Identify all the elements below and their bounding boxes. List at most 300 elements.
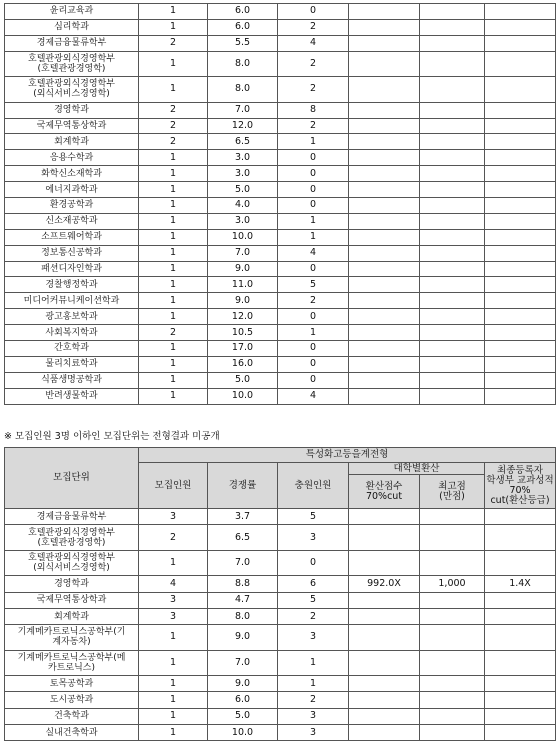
value-cell: 2: [139, 118, 208, 134]
unit-name-cell: 건축학과: [5, 708, 139, 724]
empty-cell: [420, 182, 485, 198]
unit-name-cell: 간호학과: [5, 341, 139, 357]
value-cell: 8.0: [208, 608, 278, 624]
table-row: [5, 293, 556, 309]
empty-cell: [420, 198, 485, 214]
value-cell: 4: [278, 388, 349, 404]
empty-cell: [420, 356, 485, 372]
unit-name-cell: 국제무역통상학과: [5, 118, 139, 134]
value-cell: 9.0: [208, 261, 278, 277]
value-cell: 1: [278, 325, 349, 341]
table-row: [5, 150, 556, 166]
empty-cell: [485, 229, 556, 245]
value-cell: 1: [139, 261, 208, 277]
empty-cell: [349, 325, 420, 341]
table-row: [5, 245, 556, 261]
empty-cell: [485, 77, 556, 103]
empty-cell: [420, 245, 485, 261]
value-cell: [485, 692, 556, 708]
empty-cell: [485, 182, 556, 198]
empty-cell: [349, 102, 420, 118]
value-cell: [420, 550, 485, 576]
empty-cell: [349, 35, 420, 51]
unit-name-cell: 미디어커뮤니케이션학과: [5, 293, 139, 309]
value-cell: 1: [139, 182, 208, 198]
empty-cell: [485, 372, 556, 388]
table-row: [5, 550, 556, 576]
value-cell: 12.0: [208, 118, 278, 134]
value-cell: 2: [278, 608, 349, 624]
value-cell: 4: [278, 35, 349, 51]
table-row: [5, 525, 556, 551]
value-cell: 2: [278, 118, 349, 134]
admission-results-table-upper: [4, 3, 556, 405]
empty-cell: [485, 102, 556, 118]
value-cell: [420, 708, 485, 724]
value-cell: 0: [278, 550, 349, 576]
unit-name-cell: 도시공학과: [5, 692, 139, 708]
empty-cell: [485, 4, 556, 20]
value-cell: 6.5: [208, 525, 278, 551]
unit-name-cell: 호텔관광외식경영학부 (호텔관광경영학): [5, 525, 139, 551]
table-row: [5, 725, 556, 741]
empty-cell: [420, 166, 485, 182]
unit-name-cell: 국제무역통상학과: [5, 592, 139, 608]
value-cell: 11.0: [208, 277, 278, 293]
value-cell: 6.5: [208, 134, 278, 150]
empty-cell: [420, 293, 485, 309]
value-cell: 6.0: [208, 19, 278, 35]
table-row: [5, 4, 556, 20]
value-cell: 9.0: [208, 625, 278, 651]
empty-cell: [420, 213, 485, 229]
table-row: [5, 102, 556, 118]
empty-cell: [420, 77, 485, 103]
value-cell: [349, 509, 420, 525]
table-row: [5, 277, 556, 293]
value-cell: 2: [278, 51, 349, 77]
value-cell: 1: [139, 309, 208, 325]
value-cell: [485, 676, 556, 692]
unit-name-cell: 반려생물학과: [5, 388, 139, 404]
empty-cell: [349, 198, 420, 214]
table-row: [5, 356, 556, 372]
value-cell: 1: [139, 51, 208, 77]
value-cell: 1: [139, 388, 208, 404]
value-cell: 3: [278, 725, 349, 741]
value-cell: 10.0: [208, 229, 278, 245]
value-cell: 0: [278, 182, 349, 198]
value-cell: [349, 676, 420, 692]
value-cell: [420, 725, 485, 741]
table-row: [5, 229, 556, 245]
value-cell: 3: [139, 608, 208, 624]
value-cell: [420, 650, 485, 676]
value-cell: 5: [278, 592, 349, 608]
empty-cell: [420, 35, 485, 51]
empty-cell: [485, 309, 556, 325]
empty-cell: [420, 309, 485, 325]
value-cell: 1: [139, 676, 208, 692]
value-cell: 2: [139, 525, 208, 551]
unit-name-cell: 정보통신공학과: [5, 245, 139, 261]
value-cell: 3.7: [208, 509, 278, 525]
value-cell: 17.0: [208, 341, 278, 357]
empty-cell: [485, 245, 556, 261]
value-cell: 0: [278, 198, 349, 214]
header-converted-score-70cut: 환산점수 70%cut: [349, 475, 420, 509]
value-cell: 2: [278, 692, 349, 708]
value-cell: 0: [278, 341, 349, 357]
value-cell: 1: [278, 650, 349, 676]
value-cell: [485, 650, 556, 676]
value-cell: 1: [139, 213, 208, 229]
value-cell: 12.0: [208, 309, 278, 325]
unit-name-cell: 소프트웨어학과: [5, 229, 139, 245]
table-row: [5, 509, 556, 525]
value-cell: 4.0: [208, 198, 278, 214]
value-cell: 0: [278, 166, 349, 182]
empty-cell: [485, 166, 556, 182]
unit-name-cell: 사회복지학과: [5, 325, 139, 341]
value-cell: [485, 509, 556, 525]
empty-cell: [485, 325, 556, 341]
unit-name-cell: 호텔관광외식경영학부 (외식서비스경영학): [5, 77, 139, 103]
unit-name-cell: 회계학과: [5, 608, 139, 624]
value-cell: 2: [139, 35, 208, 51]
value-cell: [485, 608, 556, 624]
empty-cell: [485, 35, 556, 51]
table-row: [5, 625, 556, 651]
value-cell: 992.0X: [349, 576, 420, 592]
value-cell: 1: [139, 150, 208, 166]
value-cell: 8: [278, 102, 349, 118]
empty-cell: [420, 134, 485, 150]
empty-cell: [349, 51, 420, 77]
unit-name-cell: 광고홍보학과: [5, 309, 139, 325]
table-row: [5, 198, 556, 214]
unit-name-cell: 에너지과학과: [5, 182, 139, 198]
value-cell: 0: [278, 4, 349, 20]
empty-cell: [420, 19, 485, 35]
unit-name-cell: 경영학과: [5, 576, 139, 592]
table-row: [5, 118, 556, 134]
header-final-registrant-grade: 최종등록자 학생부 교과성적 70% cut(환산등급): [485, 463, 556, 509]
empty-cell: [485, 150, 556, 166]
value-cell: 2: [139, 134, 208, 150]
empty-cell: [349, 309, 420, 325]
unit-name-cell: 신소재공학과: [5, 213, 139, 229]
value-cell: 1: [139, 625, 208, 651]
value-cell: 1: [139, 277, 208, 293]
value-cell: 4: [139, 576, 208, 592]
empty-cell: [485, 293, 556, 309]
table-row: [5, 650, 556, 676]
value-cell: [420, 525, 485, 551]
empty-cell: [485, 388, 556, 404]
unit-name-cell: 패션디자인학과: [5, 261, 139, 277]
table-row: [5, 77, 556, 103]
value-cell: 3: [278, 708, 349, 724]
value-cell: 8.8: [208, 576, 278, 592]
header-university-conversion: 대학별환산: [349, 463, 485, 475]
empty-cell: [420, 277, 485, 293]
empty-cell: [349, 245, 420, 261]
value-cell: [420, 676, 485, 692]
value-cell: 5.0: [208, 708, 278, 724]
unit-name-cell: 호텔관광외식경영학부 (호텔관광경영학): [5, 51, 139, 77]
header-unit: 모집단위: [5, 448, 139, 509]
table-row: [5, 592, 556, 608]
empty-cell: [420, 229, 485, 245]
table-row: [5, 261, 556, 277]
table-row: [5, 708, 556, 724]
value-cell: 1: [139, 77, 208, 103]
value-cell: [485, 708, 556, 724]
value-cell: 1: [278, 229, 349, 245]
value-cell: 6.0: [208, 692, 278, 708]
unit-name-cell: 윤리교육과: [5, 4, 139, 20]
value-cell: [485, 592, 556, 608]
value-cell: 7.0: [208, 102, 278, 118]
value-cell: 6: [278, 576, 349, 592]
header-competition-rate: 경쟁률: [208, 463, 278, 509]
empty-cell: [420, 150, 485, 166]
value-cell: [349, 592, 420, 608]
value-cell: 0: [278, 372, 349, 388]
empty-cell: [349, 4, 420, 20]
value-cell: 1: [139, 19, 208, 35]
value-cell: 1,000: [420, 576, 485, 592]
empty-cell: [349, 341, 420, 357]
value-cell: [349, 550, 420, 576]
empty-cell: [420, 388, 485, 404]
value-cell: 10.5: [208, 325, 278, 341]
value-cell: [420, 509, 485, 525]
value-cell: [349, 608, 420, 624]
value-cell: 1: [139, 245, 208, 261]
value-cell: 9.0: [208, 293, 278, 309]
value-cell: 0: [278, 356, 349, 372]
value-cell: 5.0: [208, 372, 278, 388]
value-cell: 1: [139, 4, 208, 20]
value-cell: [420, 608, 485, 624]
table-row: [5, 182, 556, 198]
value-cell: 1: [278, 134, 349, 150]
unit-name-cell: 식품생명공학과: [5, 372, 139, 388]
value-cell: 0: [278, 261, 349, 277]
value-cell: 0: [278, 150, 349, 166]
empty-cell: [349, 19, 420, 35]
value-cell: 3.0: [208, 213, 278, 229]
value-cell: [349, 725, 420, 741]
empty-cell: [349, 77, 420, 103]
value-cell: 1: [139, 550, 208, 576]
table-row: [5, 388, 556, 404]
unit-name-cell: 경찰행정학과: [5, 277, 139, 293]
table-row: [5, 309, 556, 325]
empty-cell: [485, 51, 556, 77]
table-row: [5, 166, 556, 182]
empty-cell: [485, 19, 556, 35]
table-row: [5, 325, 556, 341]
empty-cell: [420, 372, 485, 388]
value-cell: 16.0: [208, 356, 278, 372]
table-row: [5, 608, 556, 624]
unit-name-cell: 경제금융물류학부: [5, 509, 139, 525]
unit-name-cell: 실내건축학과: [5, 725, 139, 741]
empty-cell: [349, 213, 420, 229]
empty-cell: [420, 118, 485, 134]
empty-cell: [349, 182, 420, 198]
value-cell: 1: [139, 650, 208, 676]
header-top-score: 최고점 (만점): [420, 475, 485, 509]
table-row: [5, 35, 556, 51]
empty-cell: [485, 356, 556, 372]
value-cell: [349, 708, 420, 724]
value-cell: 2: [139, 102, 208, 118]
unit-name-cell: 환경공학과: [5, 198, 139, 214]
unit-name-cell: 응용수학과: [5, 150, 139, 166]
value-cell: 5.5: [208, 35, 278, 51]
empty-cell: [349, 356, 420, 372]
value-cell: 3: [139, 592, 208, 608]
empty-cell: [485, 277, 556, 293]
value-cell: 4.7: [208, 592, 278, 608]
empty-cell: [349, 166, 420, 182]
value-cell: 5: [278, 509, 349, 525]
value-cell: [420, 592, 485, 608]
table-row: [5, 213, 556, 229]
empty-cell: [420, 341, 485, 357]
value-cell: 5: [278, 277, 349, 293]
unit-name-cell: 기계메카트로닉스공학부(기 계자동차): [5, 625, 139, 651]
unit-name-cell: 기계메카트로닉스공학부(메 카트로닉스): [5, 650, 139, 676]
value-cell: 2: [278, 77, 349, 103]
table-row: [5, 341, 556, 357]
empty-cell: [349, 293, 420, 309]
empty-cell: [349, 388, 420, 404]
table-row: [5, 51, 556, 77]
value-cell: 1: [139, 341, 208, 357]
value-cell: 1: [139, 372, 208, 388]
value-cell: [349, 650, 420, 676]
empty-cell: [349, 261, 420, 277]
value-cell: 3.0: [208, 150, 278, 166]
empty-cell: [349, 229, 420, 245]
value-cell: [485, 550, 556, 576]
empty-cell: [485, 118, 556, 134]
value-cell: [349, 692, 420, 708]
unit-name-cell: 화학신소재학과: [5, 166, 139, 182]
unit-name-cell: 호텔관광외식경영학부 (외식서비스경영학): [5, 550, 139, 576]
value-cell: 2: [139, 325, 208, 341]
value-cell: 3.0: [208, 166, 278, 182]
unit-name-cell: 회계학과: [5, 134, 139, 150]
table-row: [5, 692, 556, 708]
value-cell: 7.0: [208, 550, 278, 576]
header-admission-track: 특성화고등을계전형: [139, 448, 556, 463]
value-cell: [485, 725, 556, 741]
empty-cell: [349, 134, 420, 150]
value-cell: 8.0: [208, 51, 278, 77]
value-cell: [349, 525, 420, 551]
value-cell: 10.0: [208, 388, 278, 404]
empty-cell: [420, 261, 485, 277]
value-cell: 5.0: [208, 182, 278, 198]
value-cell: 8.0: [208, 77, 278, 103]
empty-cell: [485, 213, 556, 229]
value-cell: 2: [278, 19, 349, 35]
unit-name-cell: 토목공학과: [5, 676, 139, 692]
unit-name-cell: 경제금융물류학부: [5, 35, 139, 51]
value-cell: 1: [139, 293, 208, 309]
value-cell: 3: [278, 525, 349, 551]
value-cell: 3: [278, 625, 349, 651]
value-cell: 1: [139, 708, 208, 724]
empty-cell: [420, 325, 485, 341]
value-cell: 1: [139, 692, 208, 708]
value-cell: [349, 625, 420, 651]
value-cell: [485, 525, 556, 551]
value-cell: 1: [139, 229, 208, 245]
value-cell: 2: [278, 293, 349, 309]
value-cell: [420, 692, 485, 708]
value-cell: 1.4X: [485, 576, 556, 592]
unit-name-cell: 심리학과: [5, 19, 139, 35]
empty-cell: [485, 134, 556, 150]
value-cell: 6.0: [208, 4, 278, 20]
empty-cell: [349, 118, 420, 134]
admission-results-table-lower: [4, 447, 556, 741]
empty-cell: [485, 341, 556, 357]
empty-cell: [485, 261, 556, 277]
unit-name-cell: 물리치료학과: [5, 356, 139, 372]
empty-cell: [485, 198, 556, 214]
table-row: [5, 372, 556, 388]
empty-cell: [349, 372, 420, 388]
disclosure-note: ※ 모집인원 3명 이하인 모집단위는 전형결과 미공개: [4, 431, 220, 442]
header-recruit-count: 모집인원: [139, 463, 208, 509]
value-cell: 1: [139, 356, 208, 372]
empty-cell: [420, 4, 485, 20]
value-cell: [420, 625, 485, 651]
table-row: [5, 19, 556, 35]
value-cell: 7.0: [208, 245, 278, 261]
table-row: [5, 134, 556, 150]
empty-cell: [420, 102, 485, 118]
unit-name-cell: 경영학과: [5, 102, 139, 118]
value-cell: 0: [278, 309, 349, 325]
value-cell: 1: [278, 213, 349, 229]
value-cell: 4: [278, 245, 349, 261]
value-cell: 1: [139, 166, 208, 182]
value-cell: 9.0: [208, 676, 278, 692]
value-cell: 10.0: [208, 725, 278, 741]
value-cell: 1: [139, 198, 208, 214]
value-cell: 1: [278, 676, 349, 692]
empty-cell: [420, 51, 485, 77]
value-cell: 3: [139, 509, 208, 525]
table-row: [5, 676, 556, 692]
table-row: [5, 576, 556, 592]
empty-cell: [349, 150, 420, 166]
value-cell: [485, 625, 556, 651]
value-cell: 7.0: [208, 650, 278, 676]
header-additional-admits: 충원인원: [278, 463, 349, 509]
value-cell: 1: [139, 725, 208, 741]
empty-cell: [349, 277, 420, 293]
